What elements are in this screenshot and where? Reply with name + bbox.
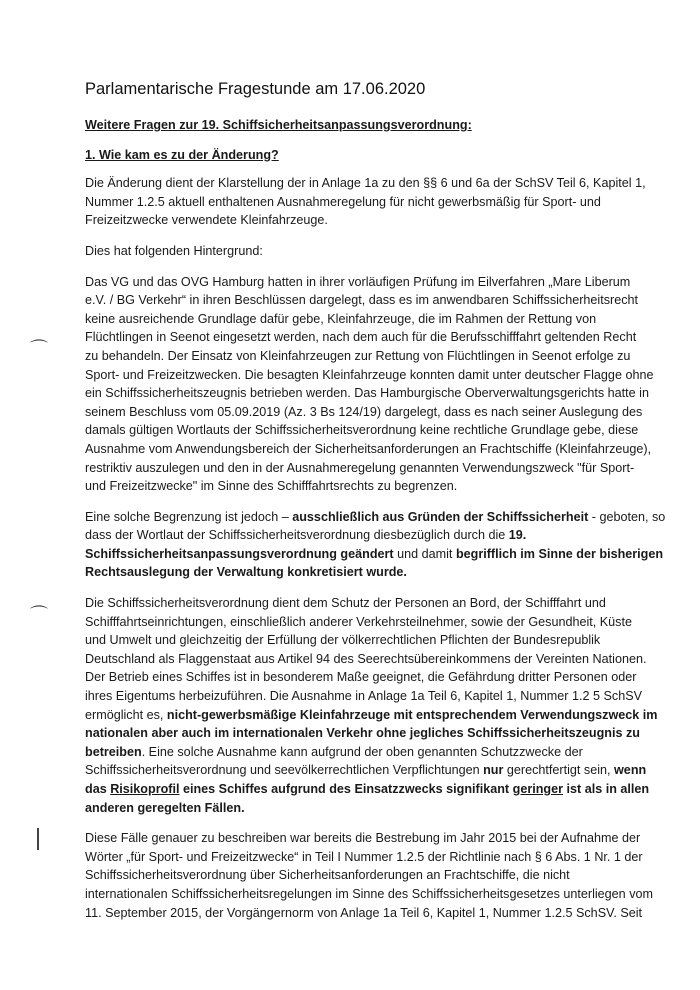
bold-text: ausschließlich aus Gründen der Schiffssicherheit (292, 509, 589, 524)
text-run: dass der Wortlaut der Schiffssicherheitsverordnung diesbezüglich durch die (85, 528, 509, 543)
underlined-bold-text: Risikoprofil (110, 782, 180, 796)
text-run: gerechtfertigt sein, (503, 763, 615, 778)
bold-text: 19. (508, 528, 527, 543)
text-line: Dies hat folgenden Hintergrund: (85, 243, 263, 258)
bold-text: betreiben (85, 744, 142, 759)
paragraph-2 (85, 242, 650, 261)
question-heading: 1. Wie kam es zu der Änderung? (85, 147, 279, 162)
text-line: keine ausreichende Grundlage dafür gebe, Kleinfahrzeuge, die im Rahmen der Rettung von (85, 311, 597, 326)
text-line: Die Änderung dient der Klarstellung der in Anlage 1a zu den §§ 6 und 6a der SchSV Teil 6, Kapitel 1, (85, 176, 646, 191)
text-line (85, 743, 650, 762)
text-line: Schifffahrtseinrichtungen, einschließlich anderer Verkehrsteilnehmer, sowie der Gesundheit, Küste (85, 614, 632, 629)
text-run: Schiffssicherheitsverordnung und seevölkerrechtlichen Verpflichtungen (85, 763, 484, 778)
text-line: Die Schiffssicherheitsverordnung dient dem Schutz der Personen an Bord, der Schifffahrt und (85, 596, 606, 611)
text-run: ermöglicht es, (85, 707, 167, 722)
margin-bar (37, 828, 39, 850)
text-line (85, 526, 650, 545)
text-line: Deutschland als Flaggenstaat aus Artikel 94 des Seerechtsübereinkommens der Vereinten Nationen. (85, 651, 647, 666)
margin-mark-2: ⌒ (30, 605, 48, 625)
text-line: Das VG und das OVG Hamburg hatten in ihrer vorläufigen Prüfung im Eilverfahren „Mare Liberum (85, 274, 631, 289)
text-line (85, 545, 664, 564)
bold-text: wenn (614, 763, 647, 778)
bold-text: Schiffssicherheitsanpassungsverordnung geändert (85, 546, 394, 561)
text-line: zu behandeln. Der Einsatz von Kleinfahrzeugen zur Rettung von Flüchtlingen in Seenot erfolge zu (85, 348, 631, 363)
text-line (85, 780, 650, 799)
page-title: Parlamentarische Fragestunde am 17.06.2020 (85, 80, 426, 98)
bold-text: das (85, 782, 111, 796)
text-line: Der Betrieb eines Schiffes ist in besonderem Maße geeignet, die Gefährdung dritter Personen oder (85, 670, 637, 685)
text-line: Ausnahme vom Anwendungsbereich der Sicherheitsanforderungen an Frachtschiffe (Kleinfahrzeuge), (85, 441, 652, 456)
bold-text: nur (483, 763, 504, 778)
bold-text: anderen geregelten Fällen. (85, 800, 245, 815)
paragraph-1 (85, 174, 650, 230)
text-line: e.V. / BG Verkehr“ in ihren Beschlüssen dargelegt, dass es im anwendbaren Schiffssicherheitsrecht (85, 293, 639, 308)
text-line: damals gültigen Wortlauts der Schiffssicherheitsverordnung keine rechtliche Grundlage gebe, diese (85, 423, 639, 438)
paragraph-4 (85, 508, 666, 582)
bold-text: Rechtsauslegung der Verwaltung konkretisiert wurde. (85, 565, 407, 580)
text-line: Diese Fälle genauer zu beschreiben war bereits die Bestrebung im Jahr 2015 bei der Aufnahme der (85, 831, 641, 846)
bold-text: begrifflich im Sinne der bisherigen (455, 546, 664, 561)
text-line: und Umwelt und gleichzeitig der Erfüllung der völkerrechtlichen Pflichten der Bundesrepublik (85, 633, 601, 648)
text-line: Freizeitzwecke verwendete Kleinfahrzeuge. (85, 213, 328, 228)
text-line: ihres Eigentums herbeizuführen. Die Ausnahme in Anlage 1a Teil 6, Kapitel 1, Nummer 1.2 5 SchSV (85, 689, 643, 704)
text-run: . Eine solche Ausnahme kann aufgrund der oben genannten Schutzzwecke der (141, 744, 583, 759)
text-line: Schiffssicherheitsverordnung über Sicherheitsanforderungen an Frachtschiffe, die nicht (85, 868, 570, 883)
document-body (85, 116, 666, 934)
text-line (85, 706, 658, 725)
margin-mark-1: ⌒ (30, 339, 48, 359)
paragraph-6 (85, 829, 653, 922)
text-run: und damit (393, 546, 456, 561)
bold-text: nicht-gewerbsmäßige Kleinfahrzeuge mit entsprechendem Verwendungszweck im (166, 707, 658, 722)
text-line: Wörter „für Sport- und Freizeitzwecke“ in Teil I Nummer 1.2.5 der Richtlinie nach § 6 Abs. 1 Nr. 1 der (85, 849, 643, 864)
text-line: Sport- und Freizeitzwecken. Die besagten Kleinfahrzeuge konnten damit unter deutscher Flagge ohne (85, 367, 654, 382)
text-line: restriktiv auszulegen und den in der Ausnahmeregelung genannten Verwendungszweck "für Sport- (85, 460, 635, 475)
text-line: 11. September 2015, der Vorgängernorm von Anlage 1a Teil 6, Kapitel 1, Nummer 1.2.5 SchSV. Seit (85, 905, 643, 920)
text-run: - geboten, so (588, 509, 666, 524)
text-line: Nummer 1.2.5 aktuell enthaltenen Ausnahmeregelung für nicht gewerbsmäßig für Sport- und (85, 194, 601, 209)
bold-text: eines Schiffes aufgrund des Einsatzzwecks signifikant (179, 782, 513, 796)
text-line: Flüchtlingen in Seenot eingesetzt werden, nach dem auch für die Berufsschifffahrt geltenden Recht (85, 330, 637, 345)
text-line: und Freizeitzwecke" im Sinne des Schifffahrtsrechts zu begrenzen. (85, 479, 458, 494)
underlined-bold-text: geringer (512, 782, 564, 796)
text-line: ein Schiffssicherheitszeugnis betrieben werden. Das Hamburgische Oberverwaltungsgerichts hatte in (85, 386, 649, 401)
text-line (85, 508, 666, 527)
text-line: seinem Beschluss vom 05.09.2019 (Az. 3 Bs 124/19) dargelegt, dass es nach seiner Auslegung des (85, 404, 643, 419)
bold-text: nationalen aber auch im internationalen Verkehr ohne jegliches Schiffssicherheitszeugnis zu (85, 726, 640, 741)
paragraph-3 (85, 273, 654, 496)
section-heading: Weitere Fragen zur 19. Schiffsicherheitsanpassungsverordnung: (85, 118, 472, 132)
text-run: Eine solche Begrenzung ist jedoch – (85, 509, 293, 524)
paragraph-5 (85, 594, 658, 817)
text-line: internationalen Schiffssicherheitsregelungen im Sinne des Schiffssicherheitsgesetzes unterliegen vom (85, 886, 653, 901)
text-line (85, 761, 650, 780)
bold-text: ist als in allen (563, 782, 650, 796)
